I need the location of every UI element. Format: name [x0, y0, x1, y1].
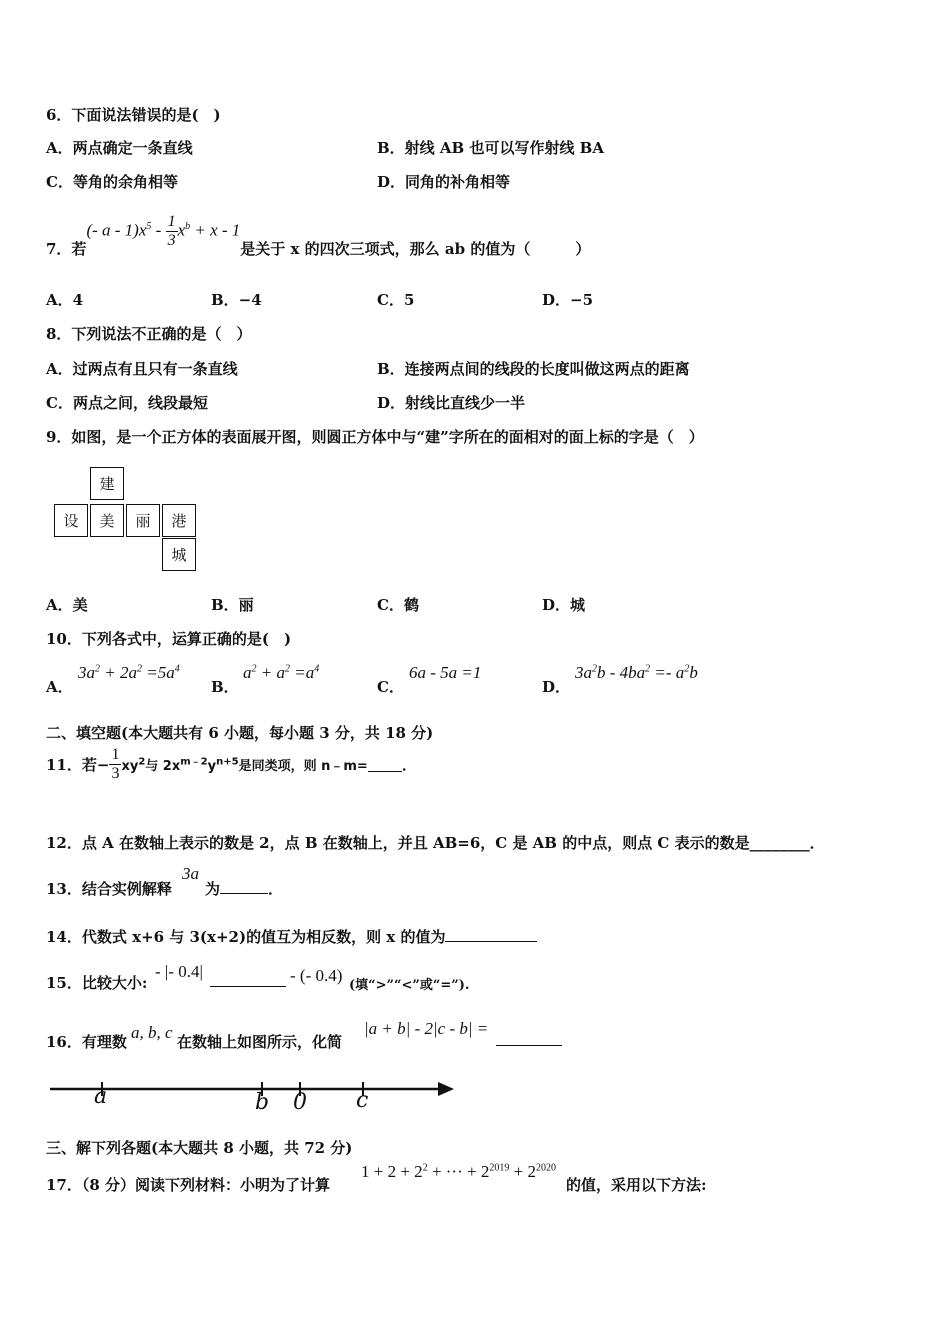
- q7-suffix: 是关于 x 的四次三项式，那么 ab 的值为（ ）: [240, 240, 591, 258]
- q17-suffix: 的值，采用以下方法:: [566, 1176, 707, 1194]
- q10-label-c: C．: [377, 678, 404, 696]
- q13-prefix: 13．结合实例解释: [46, 880, 172, 898]
- net-cell-she: 设: [54, 504, 88, 537]
- net-cell-mei: 美: [90, 504, 124, 537]
- q6-option-a: A．两点确定一条直线: [46, 139, 193, 157]
- q9-option-c: C．鹤: [377, 596, 419, 614]
- label-a: a: [94, 1084, 108, 1109]
- q16-prefix: 16．有理数: [46, 1033, 127, 1051]
- q7-stem: [46, 210, 590, 259]
- q11-stem: 11．若− $\frac{1}{3}$ $xy^2$与 $2x^{m﹣2}y^{n+5}$是同类项，则 n﹣m= ．: [46, 746, 417, 782]
- net-cell-li: 丽: [126, 504, 160, 537]
- q7-option-d: D．−5: [542, 291, 594, 309]
- q14-answer-blank[interactable]: [445, 927, 537, 942]
- q13-expr: 3a: [182, 864, 199, 883]
- number-line-arrow: [438, 1082, 454, 1096]
- q15-right-expr: - (- 0.4): [290, 966, 343, 985]
- q10-stem: 10．下列各式中，运算正确的是( ): [46, 630, 292, 648]
- q15-prefix: 15．比较大小:: [46, 974, 148, 992]
- net-cell-gang: 港: [162, 504, 196, 537]
- q6-option-b: B．射线 AB 也可以写作射线 BA: [377, 139, 604, 157]
- q10-option-b: $a^2 + a^2 =a^4$: [243, 663, 320, 682]
- q7-option-b: B．−4: [211, 291, 262, 309]
- q16-mid: 在数轴上如图所示，化简: [177, 1033, 343, 1051]
- section2-title: 二、填空题(本大题共有 6 小题，每小题 3 分，共 18 分): [46, 724, 434, 742]
- label-c: c: [356, 1088, 369, 1113]
- q11-answer-blank[interactable]: [368, 757, 402, 772]
- q9-stem: 9．如图，是一个正方体的表面展开图，则圆正方体中与“建”字所在的面相对的面上标的字是（ ）: [46, 428, 704, 446]
- q11-prefix: 11．若−: [46, 756, 110, 774]
- q15-suffix: (填“>”“<”或“=”).: [349, 978, 470, 993]
- q10-label-d: D．: [542, 678, 571, 696]
- q17-prefix: 17．（8 分）阅读下列材料：小明为了计算: [46, 1176, 331, 1194]
- q6-stem: 6．下面说法错误的是( ): [46, 106, 221, 124]
- q8-option-d: D．射线比直线少一半: [377, 394, 526, 412]
- q8-option-c: C．两点之间，线段最短: [46, 394, 208, 412]
- label-b: b: [255, 1090, 270, 1115]
- q6-option-d: D．同角的补角相等: [377, 173, 511, 191]
- q16-expr: |a + b| - 2|c - b| =: [364, 1019, 489, 1038]
- q6-option-c: C．等角的余角相等: [46, 173, 178, 191]
- q10-label-a: A．: [46, 678, 73, 696]
- q8-stem: 8．下列说法不正确的是（ ）: [46, 325, 252, 343]
- q10-label-b: B．: [211, 678, 239, 696]
- q11-fraction: $\frac{1}{3}$: [111, 746, 120, 782]
- net-cell-cheng: 城: [162, 538, 196, 571]
- q15-answer-blank[interactable]: [210, 972, 286, 991]
- q8-option-a: A．过两点有且只有一条直线: [46, 360, 238, 378]
- q10-option-a: $3a^2 + 2a^2 =5a^4$: [78, 663, 180, 682]
- label-zero: 0: [293, 1090, 307, 1115]
- q7-prefix: 7．若: [46, 240, 87, 258]
- q7-option-c: C．5: [377, 291, 415, 309]
- q9-option-d: D．城: [542, 596, 586, 614]
- q7-formula: (- a - $1)x^5$ - $\frac{1}{3}$ $x^b + x - 1$: [86, 213, 241, 249]
- q12-text: 12．点 A 在数轴上表示的数是 2，点 B 在数轴上，并且 AB=6，C 是 AB 的中点，则点 C 表示的数是________．: [46, 834, 825, 852]
- q16-answer-blank[interactable]: [496, 1031, 562, 1050]
- q13-stem: 为 ．: [205, 880, 284, 898]
- q10-option-d: $3a^2b - 4ba^2 =- a^2b$: [575, 663, 698, 682]
- net-cell-jian: 建: [90, 467, 124, 500]
- q16-vars: a, b, c: [131, 1023, 173, 1042]
- q9-option-a: A．美: [46, 596, 88, 614]
- q15-left-expr: - |- 0.4|: [155, 962, 203, 981]
- q9-option-b: B．丽: [211, 596, 254, 614]
- q7-option-a: A．4: [46, 291, 84, 309]
- section3-title: 三、解下列各题(本大题共 8 小题，共 72 分): [46, 1139, 353, 1157]
- q10-option-c: 6a - 5a =1: [409, 663, 482, 682]
- q14-stem: 14．代数式 x+6 与 3(x+2)的值互为相反数，则 x 的值为: [46, 926, 537, 947]
- q17-sum-expr: $1 + 2 + 2^2$ + ··· + $2^{2019} + 2^{2020}$: [361, 1162, 556, 1181]
- q13-answer-blank[interactable]: [220, 879, 268, 894]
- q8-option-b: B．连接两点间的线段的长度叫做这两点的距离: [377, 360, 690, 378]
- q11-terms: $xy^2$与 $2x^{m﹣2}y^{n+5}$是同类项，则 n﹣m=: [121, 756, 368, 774]
